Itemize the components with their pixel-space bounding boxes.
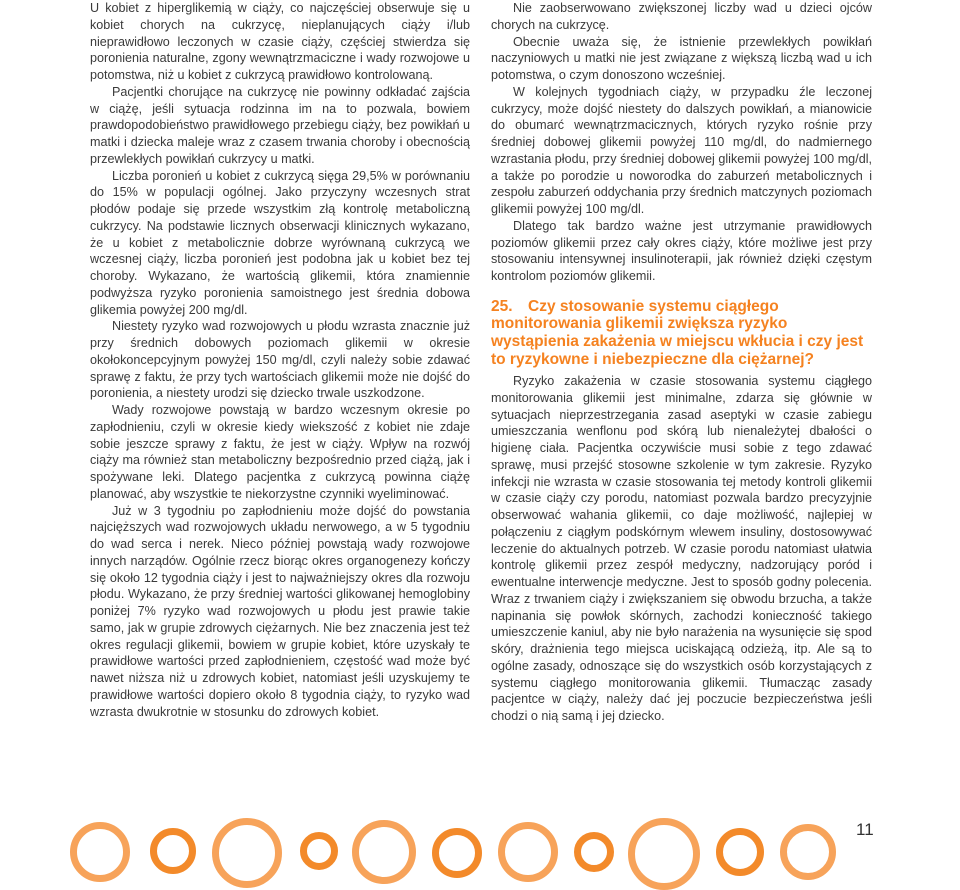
paragraph: Niestety ryzyko wad rozwojowych u płodu wzrasta znacznie już przy średnich dobowych poziomach glikemii w okresie okołokoncepcyjnym powyżej 150 mg/dl, czyli należy sobie zdawać sprawę z faktu, że przy tych wartościach glikemii może nie dojść do poronienia, a niestety urodzi się dziecko trwale uszkodzone. bbox=[90, 319, 470, 401]
paragraph: Pacjentki chorujące na cukrzycę nie powinny odkładać zajścia w ciążę, jeśli sytuacja rodzinna im na to pozwala, bowiem prawdopodobieństwo prawidłowego przebiegu ciąży, bez powikłań u matki i dziecka maleje wraz z czasem trwania choroby i obecnością przewlekłych powikłań cukrzycy u matki. bbox=[90, 84, 470, 166]
paragraph: Ryzyko zakażenia w czasie stosowania systemu ciągłego monitorowania glikemii jest minimalne, zdarza się głównie w sytuacjach nieprzestrzegania zasad aseptyki w czasie zabiegu umieszczania wenflonu pod skórą lub nienależytej dbałości o higienę ciała. Pacjentka oczywiście musi sobie z tego zdawać sprawę, musi przejść stosowne szkolenie w tym zakresie. Ryzyko infekcji nie wzrasta w czasie stosowania tej metody kontroli glikemii w czasie ciąży czy porodu, natomiast pozwala bardzo precyzyjnie obserwować wahania glikemii, co daje możliwość, najlepiej w połączeniu z ciągłym podskórnym wlewem insuliny, dostosowywać leczenie do aktualnych potrzeb. W czasie porodu natomiast ułatwia kontrolę glikemii przez zespół medyczny, nadzorujący poród i ewentualne interwencje medyczne. Jest to sposób godny polecenia. Wraz z trwaniem ciąży i zwiększaniem się obwodu brzucha, a także napinania się powłok skórnych, zachodzi konieczność takiego umieszczenie kaniul, aby nie było narażenia na wysunięcie się spod skóry, drażnienia tego miejsca uciskającą odzieżą, itp. Ale są to ogólne zasady, odnoszące się do wszystkich osób korzystających z systemu ciągłego monitorowania glikemii. Tłumacząc zasady pacjentce w ciąży, należy dać jej poczucie bezpieczeństwa jeśli chodzi o nią samą i jej dziecko. bbox=[491, 374, 872, 724]
decorative-circle-icon bbox=[212, 818, 282, 888]
right-column bbox=[491, 0, 872, 725]
decorative-circle-icon bbox=[300, 832, 338, 870]
footer-decoration bbox=[0, 792, 960, 852]
paragraph: W kolejnych tygodniach ciąży, w przypadku źle leczonej cukrzycy, może dojść niestety do dalszych powikłań, a mianowicie do obumarć wewnątrzmacicznych, których ryzyko rośnie przy średniej dobowej glikemii powyżej 110 mg/dl, do nadmiernego wzrastania płodu, przy średniej dobowej glikemii powyżej 100 mg/dl, a także po porodzie u noworodka do zaburzeń metabolicznych i zespołu zaburzeń oddychania przy średnich matczynych poziomach glikemii powyżej 100 mg/dl. bbox=[491, 84, 872, 216]
decorative-circle-icon bbox=[432, 828, 482, 878]
section-number: 25. bbox=[491, 297, 513, 315]
decorative-circle-icon bbox=[628, 818, 700, 890]
paragraph: Dlatego tak bardzo ważne jest utrzymanie prawidłowych poziomów glikemii przez cały okres ciąży, które możliwe jest przy stosowaniu intensywnej insulinoterapii, jak również dzięki częstym kontrolom poziomów glikemii. bbox=[491, 218, 872, 283]
decorative-circle-icon bbox=[716, 828, 764, 876]
paragraph: Liczba poronień u kobiet z cukrzycą sięga 29,5% w porównaniu do 15% w populacji ogólnej. Jako przyczyny wczesnych strat płodów podaje się przede wszystkim złą kontrolę metaboliczną cukrzycy. Na podstawie licznych obserwacji klinicznych wykazano, że u kobiet z metabolicznie dobrze wyrównaną cukrzycą we wczesnej ciąży, liczba poronień jest podobna jak u kobiet bez tej choroby. Wykazano, że wartością glikemii, która znamiennie podwyższa ryzyko poronienia samoistnego jest średnia dobowa glikemia powyżej 200 mg/dl. bbox=[90, 168, 470, 317]
paragraph: U kobiet z hiperglikemią w ciąży, co najczęściej obserwuje się u kobiet chorych na cukrzycę, nieplanujących ciąży i/lub nieprawidłowo leczonych w czasie ciąży, częściej stwierdza się poronienia naturalne, zgony wewnątrzmaciczne i wady rozwojowe u potomstwa, niż u kobiet z cukrzycą prawidłowo kontrolowaną. bbox=[90, 1, 470, 82]
decorative-circle-icon bbox=[498, 822, 558, 882]
section-title: Czy stosowanie systemu ciągłego monitorowania glikemii zwiększa ryzyko wystąpienia zakażenia w miejscu wkłucia i czy jest to ryzykowne i niebezpieczne dla ciężarnej? bbox=[491, 297, 864, 368]
paragraph: Nie zaobserwowano zwiększonej liczby wad u dzieci ojców chorych na cukrzycę. bbox=[491, 1, 872, 32]
decorative-circle-icon bbox=[352, 820, 416, 884]
decorative-circle-icon bbox=[780, 824, 836, 880]
section-heading bbox=[491, 298, 872, 368]
left-column bbox=[90, 0, 470, 720]
decorative-circle-icon bbox=[574, 832, 614, 872]
decorative-circle-icon bbox=[150, 828, 196, 874]
paragraph: Obecnie uważa się, że istnienie przewlekłych powikłań naczyniowych u matki nie jest związane z większą liczbą wad u ich potomstwa, o czym donoszono wcześniej. bbox=[491, 34, 872, 82]
paragraph: Wady rozwojowe powstają w bardzo wczesnym okresie po zapłodnieniu, czyli w okresie kiedy wiekszość z kobiet nie zdaje sobie jeszcze sprawy z faktu, że jest w ciąży. Wpływ na rozwój ciąży ma również stan metaboliczny bezpośrednio przed ciążą, jak i spożywane leki. Dlatego pacjentka z cukrzycą powinna ciążę planować, aby wszystkie te niekorzystne czynniki wyeliminować. bbox=[90, 403, 470, 501]
page-number: 11 bbox=[856, 820, 874, 839]
decorative-circle-icon bbox=[70, 822, 130, 882]
paragraph: Już w 3 tygodniu po zapłodnieniu może dojść do powstania najcięższych wad rozwojowych układu nerwowego, a w 5 tygodniu do wad serca i nerek. Nieco później powstają wady rozwojowe innych narządów. Ogólnie rzecz biorąc okres organogenezy kończy się około 12 tygodnia ciąży i jest to najważniejszy okres dla rozwoju płodu. Wykazano, że przy średniej wartości glikowanej hemoglobiny poniżej 7% ryzyko wad rozwojowych u płodu jest prawie takie samo, jak w grupie zdrowych ciężarnych. Nie bez znaczenia jest też okres regulacji glikemii, bowiem w grupie kobiet, które uzyskały te prawidłowe wartości przed zapłodnieniem, częstość wad może być nawet niższa niż u zdrowych kobiet, natomiast jeśli uzyskujemy te prawidłowe wartości dopiero około 8 tygodnia ciąży, to ryzyko wad wzrasta dwukrotnie w stosunku do zdrowych kobiet. bbox=[90, 503, 470, 719]
